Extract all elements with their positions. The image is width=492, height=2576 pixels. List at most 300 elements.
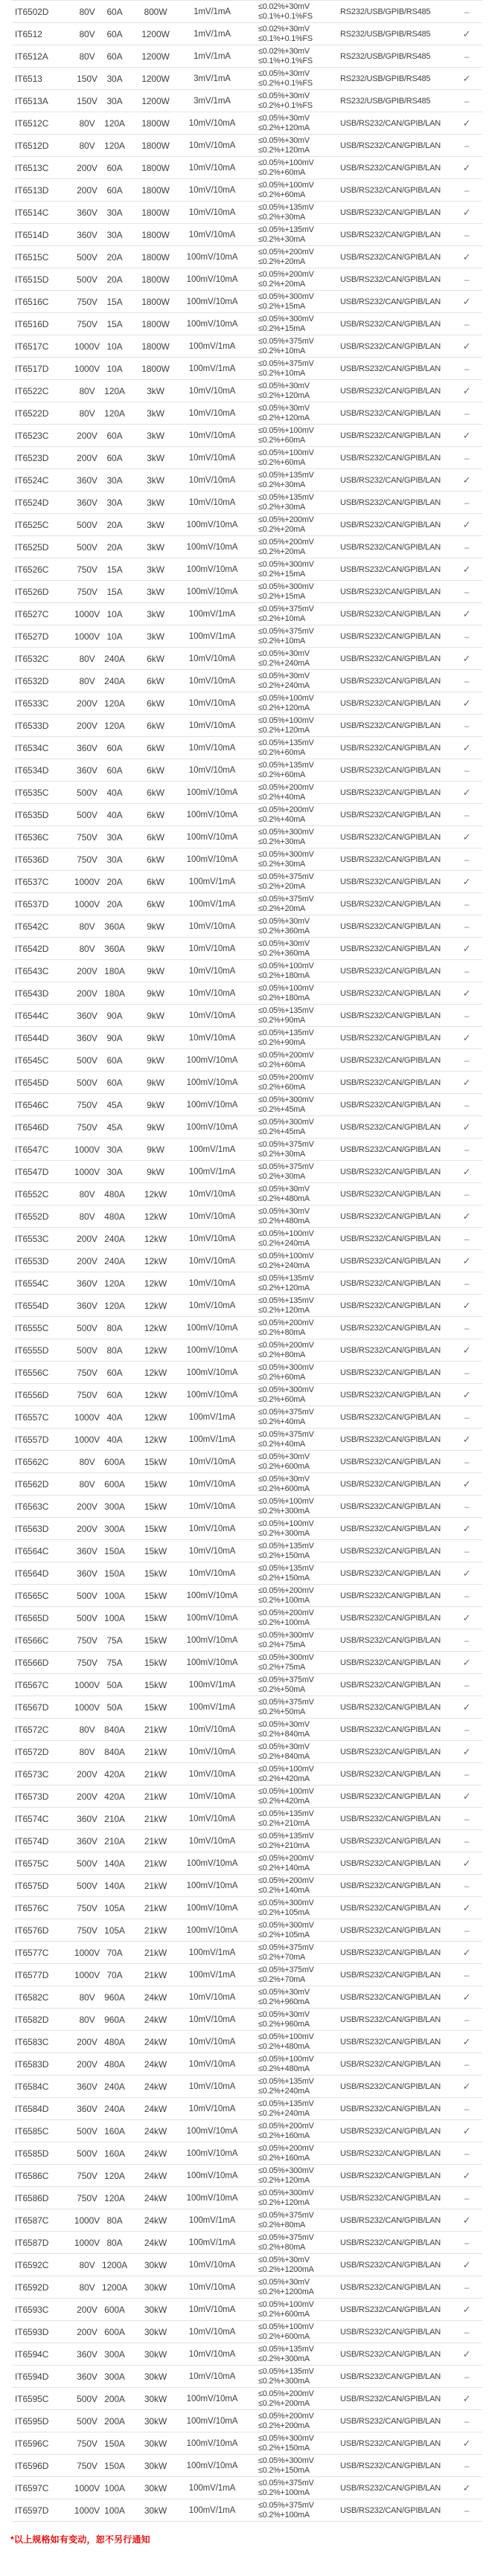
current-accuracy: ≤0.2%+160mA: [258, 2131, 310, 2140]
selected-cell: [451, 2193, 482, 2203]
selected-cell: [451, 676, 482, 686]
accuracy-cell: [241, 2322, 325, 2341]
check-icon: ✓: [462, 1388, 471, 1400]
model-cell: IT6552D: [15, 1211, 49, 1222]
current-cell: 60A: [106, 742, 123, 753]
accuracy-cell: [241, 181, 325, 199]
interfaces-cell: USB/RS232/CAN/GPIB/LAN: [340, 2305, 441, 2314]
model-cell: IT6574C: [15, 1813, 49, 1824]
voltage-cell: 500V: [77, 1858, 98, 1869]
model-cell: IT6577D: [15, 1969, 49, 1980]
voltage-cell: 200V: [77, 1233, 98, 1244]
power-cell: 9kW: [147, 1144, 164, 1155]
interfaces-cell: USB/RS232/CAN/GPIB/LAN: [340, 2037, 441, 2047]
table-row: [12, 335, 482, 358]
voltage-cell: 80V: [79, 385, 95, 396]
voltage-cell: 360V: [77, 2371, 98, 2382]
current-accuracy: ≤0.2%+30mA: [258, 1149, 306, 1159]
dash-icon: –: [464, 2326, 470, 2337]
current-cell: 10A: [106, 341, 123, 352]
table-row: [12, 2053, 482, 2076]
accuracy-cell: [241, 538, 325, 556]
model-cell: IT6557D: [15, 1434, 49, 1445]
accuracy-cell: [241, 2278, 325, 2296]
current-cell: 80A: [106, 2215, 123, 2226]
power-cell: 9kW: [147, 1099, 164, 1110]
power-cell: 15kW: [144, 1545, 167, 1556]
table-row: [12, 2499, 482, 2522]
current-accuracy: ≤0.2%+120mA: [258, 413, 310, 422]
resolution-cell: 100mV/10mA: [186, 2171, 238, 2180]
accuracy-cell: [241, 1185, 325, 1203]
model-cell: IT6517C: [15, 341, 49, 352]
accuracy-cell: [241, 1609, 325, 1627]
current-cell: 30A: [106, 497, 123, 508]
model-cell: IT6535C: [15, 787, 49, 798]
interfaces-cell: USB/RS232/CAN/GPIB/LAN: [340, 364, 441, 373]
voltage-accuracy: ≤0.05%+200mV: [258, 1318, 314, 1327]
interfaces-cell: USB/RS232/CAN/GPIB/LAN: [340, 520, 441, 529]
voltage-accuracy: ≤0.05%+300mV: [258, 828, 314, 837]
selected-cell: [451, 2125, 482, 2137]
accuracy-cell: [241, 381, 325, 400]
resolution-cell: 100mV/10mA: [186, 564, 238, 574]
model-cell: IT6574D: [15, 1835, 49, 1846]
model-cell: IT6515D: [15, 274, 49, 285]
voltage-cell: 750V: [77, 2170, 98, 2181]
voltage-accuracy: ≤0.05%+300mV: [258, 1385, 314, 1394]
interfaces-cell: USB/RS232/CAN/GPIB/LAN: [340, 587, 441, 596]
check-icon: ✓: [462, 1567, 471, 1579]
interfaces-cell: USB/RS232/CAN/GPIB/LAN: [340, 832, 441, 842]
selected-cell: [451, 587, 482, 597]
interfaces-cell: USB/RS232/CAN/GPIB/LAN: [340, 1033, 441, 1043]
voltage-cell: 500V: [77, 541, 98, 553]
resolution-cell: 100mV/10mA: [186, 2148, 238, 2158]
power-cell: 21kW: [144, 1813, 167, 1824]
dash-icon: –: [464, 1880, 470, 1891]
power-cell: 3kW: [147, 564, 164, 575]
table-row: [12, 1295, 482, 1317]
table-row: [12, 179, 482, 202]
current-accuracy: ≤0.2%+300mA: [258, 1528, 310, 1538]
voltage-cell: 750V: [77, 1902, 98, 1913]
interfaces-cell: USB/RS232/CAN/GPIB/LAN: [340, 542, 441, 552]
accuracy-cell: [241, 91, 325, 110]
resolution-cell: 100mV/10mA: [186, 1390, 238, 1400]
current-accuracy: ≤0.2%+90mA: [258, 1037, 306, 1047]
voltage-accuracy: ≤0.05%+200mV: [258, 1586, 314, 1595]
power-cell: 9kW: [147, 965, 164, 976]
model-cell: IT6572D: [15, 1746, 49, 1757]
model-cell: IT6573D: [15, 1791, 49, 1802]
accuracy-cell: [241, 248, 325, 266]
current-cell: 210A: [104, 1813, 125, 1824]
selected-cell: [451, 2438, 482, 2450]
selected-cell: [451, 1746, 482, 1758]
voltage-cell: 1000V: [74, 2482, 100, 2493]
table-row: [12, 1585, 482, 1607]
current-cell: 360A: [104, 921, 125, 932]
check-icon: ✓: [462, 206, 471, 218]
model-cell: IT6547D: [15, 1166, 49, 1177]
model-cell: IT6522D: [15, 408, 49, 419]
power-cell: 24kW: [144, 2058, 167, 2070]
interfaces-cell: USB/RS232/CAN/GPIB/LAN: [340, 1725, 441, 1734]
current-cell: 480A: [104, 1211, 125, 1222]
voltage-cell: 500V: [77, 787, 98, 798]
power-cell: 6kW: [147, 653, 164, 664]
current-cell: 20A: [106, 251, 123, 263]
current-cell: 80A: [106, 2237, 123, 2248]
model-cell: IT6524D: [15, 497, 49, 508]
selected-cell: [451, 296, 482, 308]
table-row: [12, 68, 482, 90]
current-cell: 50A: [106, 1701, 123, 1713]
selected-cell: [451, 1323, 482, 1333]
accuracy-cell: [241, 1363, 325, 1382]
model-cell: IT6576D: [15, 1925, 49, 1936]
voltage-accuracy: ≤0.05%+100mV: [258, 984, 314, 993]
voltage-accuracy: ≤0.05%+300mV: [258, 1631, 314, 1640]
resolution-cell: 10mV/10mA: [188, 721, 236, 730]
resolution-cell: 100mV/10mA: [186, 1100, 238, 1110]
selected-cell: [451, 51, 482, 62]
power-cell: 12kW: [144, 1434, 167, 1445]
resolution-cell: 100mV/10mA: [186, 1368, 238, 1377]
current-accuracy: ≤0.2%+60mA: [258, 167, 306, 177]
current-cell: 40A: [106, 809, 123, 820]
power-cell: 15kW: [144, 1568, 167, 1579]
selected-cell: [451, 2059, 482, 2070]
resolution-cell: 10mV/10mA: [188, 408, 236, 418]
voltage-accuracy: ≤0.05%+300mV: [258, 2434, 314, 2443]
selected-cell: [451, 2327, 482, 2337]
model-cell: IT6512A: [15, 51, 48, 62]
dash-icon: –: [464, 229, 470, 240]
current-cell: 240A: [104, 2103, 125, 2114]
selected-cell: [451, 2215, 482, 2226]
check-icon: ✓: [462, 942, 471, 954]
current-accuracy: ≤0.1%+0.1%FS: [258, 33, 313, 43]
voltage-accuracy: ≤0.05%+300mV: [258, 292, 314, 301]
selected-cell: [451, 1211, 482, 1223]
resolution-cell: 100mV/1mA: [188, 1680, 236, 1690]
selected-cell: [451, 698, 482, 709]
resolution-cell: 100mV/10mA: [186, 252, 238, 262]
table-row: [12, 202, 482, 224]
accuracy-cell: [241, 2479, 325, 2497]
model-cell: IT6563C: [15, 1501, 49, 1512]
resolution-cell: 10mV/10mA: [188, 765, 236, 775]
voltage-accuracy: ≤0.05%+100mV: [258, 2055, 314, 2064]
selected-cell: [451, 1701, 482, 1713]
model-cell: IT6583C: [15, 2036, 49, 2047]
dash-icon: –: [464, 318, 470, 329]
accuracy-cell: [241, 2099, 325, 2118]
interfaces-cell: USB/RS232/CAN/GPIB/LAN: [340, 408, 441, 418]
resolution-cell: 10mV/10mA: [188, 1568, 236, 1578]
check-icon: ✓: [462, 1121, 471, 1133]
interfaces-cell: USB/RS232/CAN/GPIB/LAN: [340, 2349, 441, 2359]
resolution-cell: 10mV/10mA: [188, 988, 236, 998]
current-cell: 15A: [106, 296, 123, 307]
current-accuracy: ≤0.2%+30mA: [258, 480, 306, 489]
resolution-cell: 100mV/10mA: [186, 1903, 238, 1913]
current-accuracy: ≤0.2%+120mA: [258, 145, 310, 155]
selected-cell: [451, 319, 482, 329]
dash-icon: –: [464, 1835, 470, 1846]
power-cell: 24kW: [144, 2103, 167, 2114]
table-row: [12, 246, 482, 268]
selected-cell: [451, 2238, 482, 2248]
interfaces-cell: USB/RS232/CAN/GPIB/LAN: [340, 1412, 441, 1422]
voltage-accuracy: ≤0.05%+30mV: [258, 1475, 310, 1484]
power-cell: 24kW: [144, 2170, 167, 2181]
resolution-cell: 10mV/10mA: [188, 1278, 236, 1288]
power-cell: 30kW: [144, 2415, 167, 2427]
model-cell: IT6526C: [15, 564, 49, 575]
voltage-cell: 500V: [77, 274, 98, 285]
voltage-accuracy: ≤0.05%+135mV: [258, 2367, 314, 2376]
dash-icon: –: [464, 898, 470, 909]
voltage-cell: 200V: [77, 1523, 98, 1534]
resolution-cell: 10mV/10mA: [188, 743, 236, 753]
voltage-accuracy: ≤0.05%+300mV: [258, 2456, 314, 2465]
current-accuracy: ≤0.2%+150mA: [258, 2465, 310, 2475]
dash-icon: –: [464, 274, 470, 285]
table-row: [12, 1495, 482, 1518]
model-cell: IT6512D: [15, 140, 49, 151]
check-icon: ✓: [462, 340, 471, 352]
resolution-cell: 10mV/10mA: [188, 1725, 236, 1734]
table-row: [12, 2187, 482, 2209]
power-cell: 1200W: [141, 28, 170, 39]
selected-cell: [451, 876, 482, 888]
model-cell: IT6553C: [15, 1233, 49, 1244]
model-cell: IT6554C: [15, 1278, 49, 1289]
selected-cell: [451, 230, 482, 240]
table-row: [12, 603, 482, 625]
selected-cell: [451, 1546, 482, 1556]
selected-cell: [451, 453, 482, 463]
accuracy-cell: [241, 1519, 325, 1538]
power-cell: 15kW: [144, 1679, 167, 1690]
voltage-accuracy: ≤0.05%+375mV: [258, 2211, 314, 2220]
resolution-cell: 10mV/10mA: [188, 676, 236, 686]
model-cell: IT6524C: [15, 474, 49, 486]
accuracy-cell: [241, 337, 325, 355]
voltage-accuracy: ≤0.05%+30mV: [258, 1742, 310, 1751]
table-row: [12, 1451, 482, 1473]
current-accuracy: ≤0.2%+840mA: [258, 1729, 310, 1739]
voltage-cell: 500V: [77, 2148, 98, 2159]
current-accuracy: ≤0.2%+300mA: [258, 2354, 310, 2363]
power-cell: 30kW: [144, 2348, 167, 2360]
table-row: [12, 648, 482, 670]
table-row: [12, 313, 482, 335]
voltage-accuracy: ≤0.05%+300mV: [258, 582, 314, 591]
current-cell: 240A: [104, 653, 125, 664]
interfaces-cell: USB/RS232/CAN/GPIB/LAN: [340, 341, 441, 351]
power-cell: 30kW: [144, 2505, 167, 2516]
selected-cell: [451, 1836, 482, 1846]
accuracy-cell: [241, 1765, 325, 1783]
selected-cell: [451, 2259, 482, 2271]
current-cell: 60A: [106, 28, 123, 39]
current-cell: 300A: [104, 1523, 125, 1534]
interfaces-cell: RS232/USB/GPIB/RS485: [340, 7, 431, 16]
interfaces-cell: USB/RS232/CAN/GPIB/LAN: [340, 698, 441, 708]
voltage-accuracy: ≤0.05%+300mV: [258, 315, 314, 323]
selected-cell: [451, 988, 482, 999]
accuracy-cell: [241, 1586, 325, 1605]
table-row: [12, 2276, 482, 2299]
accuracy-cell: [241, 2389, 325, 2408]
selected-cell: [451, 1434, 482, 1446]
selected-cell: [451, 1055, 482, 1066]
check-icon: ✓: [462, 117, 471, 129]
accuracy-cell: [241, 2, 325, 21]
accuracy-cell: [241, 2077, 325, 2096]
check-icon: ✓: [462, 1076, 471, 1088]
accuracy-cell: [241, 1631, 325, 1649]
model-cell: IT6544D: [15, 1032, 49, 1043]
table-row: [12, 1942, 482, 1964]
current-cell: 50A: [106, 1679, 123, 1690]
power-cell: 21kW: [144, 1835, 167, 1846]
resolution-cell: 100mV/1mA: [188, 1970, 236, 1980]
accuracy-cell: [241, 203, 325, 222]
model-cell: IT6584C: [15, 2081, 49, 2092]
resolution-cell: 10mV/10mA: [188, 1457, 236, 1466]
current-accuracy: ≤0.2%+140mA: [258, 1863, 310, 1873]
selected-cell: [451, 2416, 482, 2427]
accuracy-cell: [241, 1832, 325, 1850]
voltage-accuracy: ≤0.05%+30mV: [258, 381, 310, 390]
voltage-accuracy: ≤0.05%+135mV: [258, 761, 314, 770]
voltage-cell: 360V: [77, 1300, 98, 1311]
current-cell: 30A: [106, 474, 123, 486]
power-cell: 12kW: [144, 1255, 167, 1266]
check-icon: ✓: [462, 1790, 471, 1802]
current-accuracy: ≤0.2%+90mA: [258, 1015, 306, 1025]
model-cell: IT6553D: [15, 1255, 49, 1266]
power-cell: 21kW: [144, 1768, 167, 1780]
current-cell: 120A: [104, 698, 125, 709]
resolution-cell: 10mV/10mA: [188, 1301, 236, 1310]
accuracy-cell: [241, 738, 325, 757]
current-cell: 60A: [106, 162, 123, 173]
accuracy-cell: [241, 47, 325, 65]
model-cell: IT6576C: [15, 1902, 49, 1913]
power-cell: 9kW: [147, 988, 164, 999]
interfaces-cell: USB/RS232/CAN/GPIB/LAN: [340, 274, 441, 284]
current-cell: 20A: [106, 274, 123, 285]
model-cell: IT6555D: [15, 1345, 49, 1356]
accuracy-cell: [241, 1564, 325, 1582]
current-accuracy: ≤0.2%+10mA: [258, 368, 306, 378]
resolution-cell: 10mV/10mA: [188, 654, 236, 663]
dash-icon: –: [464, 631, 470, 642]
table-row: [12, 1919, 482, 1942]
check-icon: ✓: [462, 161, 471, 173]
dash-icon: –: [464, 1367, 470, 1378]
check-icon: ✓: [462, 1210, 471, 1222]
model-cell: IT6566C: [15, 1635, 49, 1646]
voltage-accuracy: ≤0.05%+300mV: [258, 2166, 314, 2175]
voltage-accuracy: ≤0.05%+300mV: [258, 1363, 314, 1372]
voltage-cell: 500V: [77, 1880, 98, 1891]
voltage-accuracy: ≤0.05%+375mV: [258, 605, 314, 614]
dash-icon: –: [464, 2460, 470, 2471]
accuracy-cell: [241, 2233, 325, 2252]
resolution-cell: 10mV/10mA: [188, 1189, 236, 1199]
interfaces-cell: USB/RS232/CAN/GPIB/LAN: [340, 1278, 441, 1288]
resolution-cell: 100mV/1mA: [188, 1948, 236, 1957]
voltage-cell: 750V: [77, 831, 98, 843]
accuracy-cell: [241, 2189, 325, 2207]
table-row: [12, 1005, 482, 1027]
power-cell: 15kW: [144, 1478, 167, 1490]
current-accuracy: ≤0.2%+50mA: [258, 1707, 306, 1716]
current-cell: 60A: [106, 1077, 123, 1088]
current-cell: 15A: [106, 586, 123, 597]
current-cell: 120A: [104, 1300, 125, 1311]
voltage-cell: 1000V: [74, 898, 100, 909]
current-accuracy: ≤0.1%+0.1%FS: [258, 11, 313, 21]
voltage-cell: 1000V: [74, 1144, 100, 1155]
voltage-cell: 1000V: [74, 1969, 100, 1980]
model-cell: IT6512: [15, 28, 42, 39]
resolution-cell: 10mV/10mA: [188, 2037, 236, 2047]
voltage-accuracy: ≤0.05%+375mV: [258, 1140, 314, 1149]
current-accuracy: ≤0.2%+20mA: [258, 257, 306, 266]
model-cell: IT6537D: [15, 898, 49, 909]
table-row: [12, 1250, 482, 1272]
table-row: [12, 1049, 482, 1072]
check-icon: ✓: [462, 2482, 471, 2493]
power-cell: 12kW: [144, 1345, 167, 1356]
current-cell: 80A: [106, 1345, 123, 1356]
resolution-cell: 10mV/10mA: [188, 2371, 236, 2381]
voltage-accuracy: ≤0.05%+200mV: [258, 1051, 314, 1060]
power-cell: 12kW: [144, 1411, 167, 1423]
current-accuracy: ≤0.2%+210mA: [258, 1841, 310, 1850]
voltage-accuracy: ≤0.05%+200mV: [258, 805, 314, 814]
resolution-cell: 100mV/10mA: [186, 1122, 238, 1132]
interfaces-cell: USB/RS232/CAN/GPIB/LAN: [340, 1323, 441, 1333]
voltage-cell: 360V: [77, 474, 98, 486]
check-icon: ✓: [462, 1902, 471, 1913]
table-row: [12, 469, 482, 492]
spec-change-footnote: *以上规格如有变动，恕不另行通知: [10, 2534, 150, 2545]
model-cell: IT6533C: [15, 698, 49, 709]
table-row: [12, 1, 482, 23]
selected-cell: [451, 1100, 482, 1110]
check-icon: ✓: [462, 786, 471, 798]
current-accuracy: ≤0.2%+30mA: [258, 837, 306, 846]
accuracy-cell: [241, 292, 325, 311]
table-row: [12, 2321, 482, 2343]
power-cell: 21kW: [144, 1969, 167, 1980]
resolution-cell: 10mV/10mA: [188, 498, 236, 507]
model-cell: IT6594D: [15, 2371, 49, 2382]
voltage-accuracy: ≤0.05%+300mV: [258, 560, 314, 569]
model-cell: IT6563D: [15, 1523, 49, 1534]
voltage-cell: 360V: [77, 1813, 98, 1824]
current-accuracy: ≤0.2%+300mA: [258, 2376, 310, 2386]
